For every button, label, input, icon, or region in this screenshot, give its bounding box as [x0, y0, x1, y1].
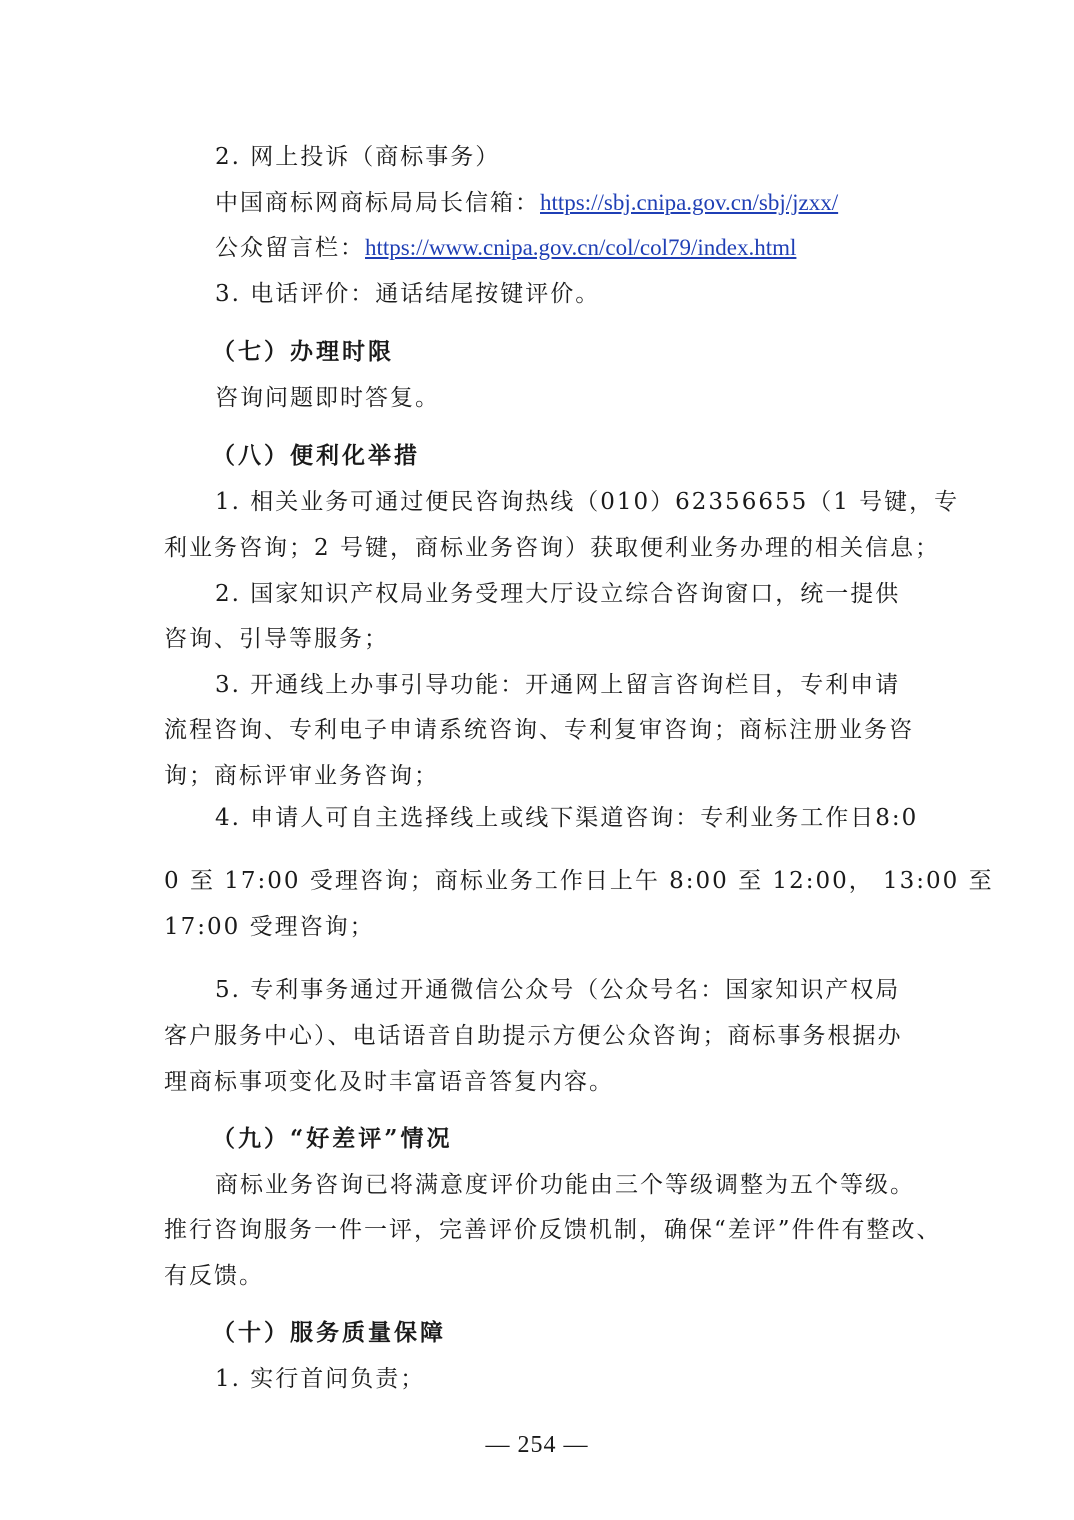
paragraph-8-5-line-2: 客户服务中心）、电话语音自助提示方便公众咨询；商标事务根据办: [164, 1023, 903, 1049]
online-complaint-line: 2. 网上投诉（商标事务）: [215, 144, 501, 170]
paragraph-10-1: 1. 实行首问负责；: [215, 1366, 426, 1392]
message-board-link[interactable]: https://www.cnipa.gov.cn/col/col79/index.html: [365, 235, 797, 260]
section-heading-10: （十）服务质量保障: [212, 1319, 446, 1346]
paragraph-8-1-line-1: 1. 相关业务可通过便民咨询热线（010）62356655（1 号键，专: [215, 489, 960, 515]
section-heading-9: （九）“好差评”情况: [212, 1125, 453, 1152]
paragraph-8-4-line-2: 0 至 17:00 受理咨询；商标业务工作日上午 8:00 至 12:00， 13:00 至: [164, 868, 994, 894]
mailbox-link[interactable]: https://sbj.cnipa.gov.cn/sbj/jzxx/: [540, 190, 839, 215]
paragraph-8-4-line-1: 4. 申请人可自主选择线上或线下渠道咨询：专利业务工作日8:0: [215, 805, 919, 831]
paragraph-9-line-2: 推行咨询服务一件一评，完善评价反馈机制，确保“差评”件件有整改、: [164, 1217, 942, 1243]
paragraph-9-line-1: 商标业务咨询已将满意度评价功能由三个等级调整为五个等级。: [215, 1172, 915, 1198]
message-board-label: 公众留言栏：: [215, 235, 365, 261]
paragraph-8-5-line-3: 理商标事项变化及时丰富语音答复内容。: [164, 1069, 614, 1095]
section-heading-8: （八）便利化举措: [212, 442, 420, 469]
paragraph-8-3-line-1: 3. 开通线上办事引导功能：开通网上留言咨询栏目，专利申请: [215, 672, 901, 698]
page-number: — 254 —: [485, 1432, 589, 1458]
paragraph-9-line-3: 有反馈。: [164, 1263, 264, 1289]
paragraph-7: 咨询问题即时答复。: [215, 385, 440, 411]
paragraph-8-1-line-2: 利业务咨询；2 号键，商标业务咨询）获取便利业务办理的相关信息；: [164, 535, 940, 561]
section-heading-7: （七）办理时限: [212, 338, 394, 365]
paragraph-8-2-line-2: 咨询、引导等服务；: [164, 626, 389, 652]
message-board-line: [215, 233, 796, 263]
mailbox-line: [215, 188, 838, 218]
paragraph-8-5-line-1: 5. 专利事务通过开通微信公众号（公众号名：国家知识产权局: [215, 977, 901, 1003]
phone-evaluation-line: 3. 电话评价：通话结尾按键评价。: [215, 281, 601, 307]
paragraph-8-3-line-3: 询；商标评审业务咨询；: [164, 763, 439, 789]
paragraph-8-2-line-1: 2. 国家知识产权局业务受理大厅设立综合咨询窗口，统一提供: [215, 581, 901, 607]
mailbox-label: 中国商标网商标局局长信箱：: [215, 190, 540, 216]
paragraph-8-3-line-2: 流程咨询、专利电子申请系统咨询、专利复审咨询；商标注册业务咨: [164, 717, 914, 743]
paragraph-8-4-line-3: 17:00 受理咨询；: [164, 914, 375, 940]
